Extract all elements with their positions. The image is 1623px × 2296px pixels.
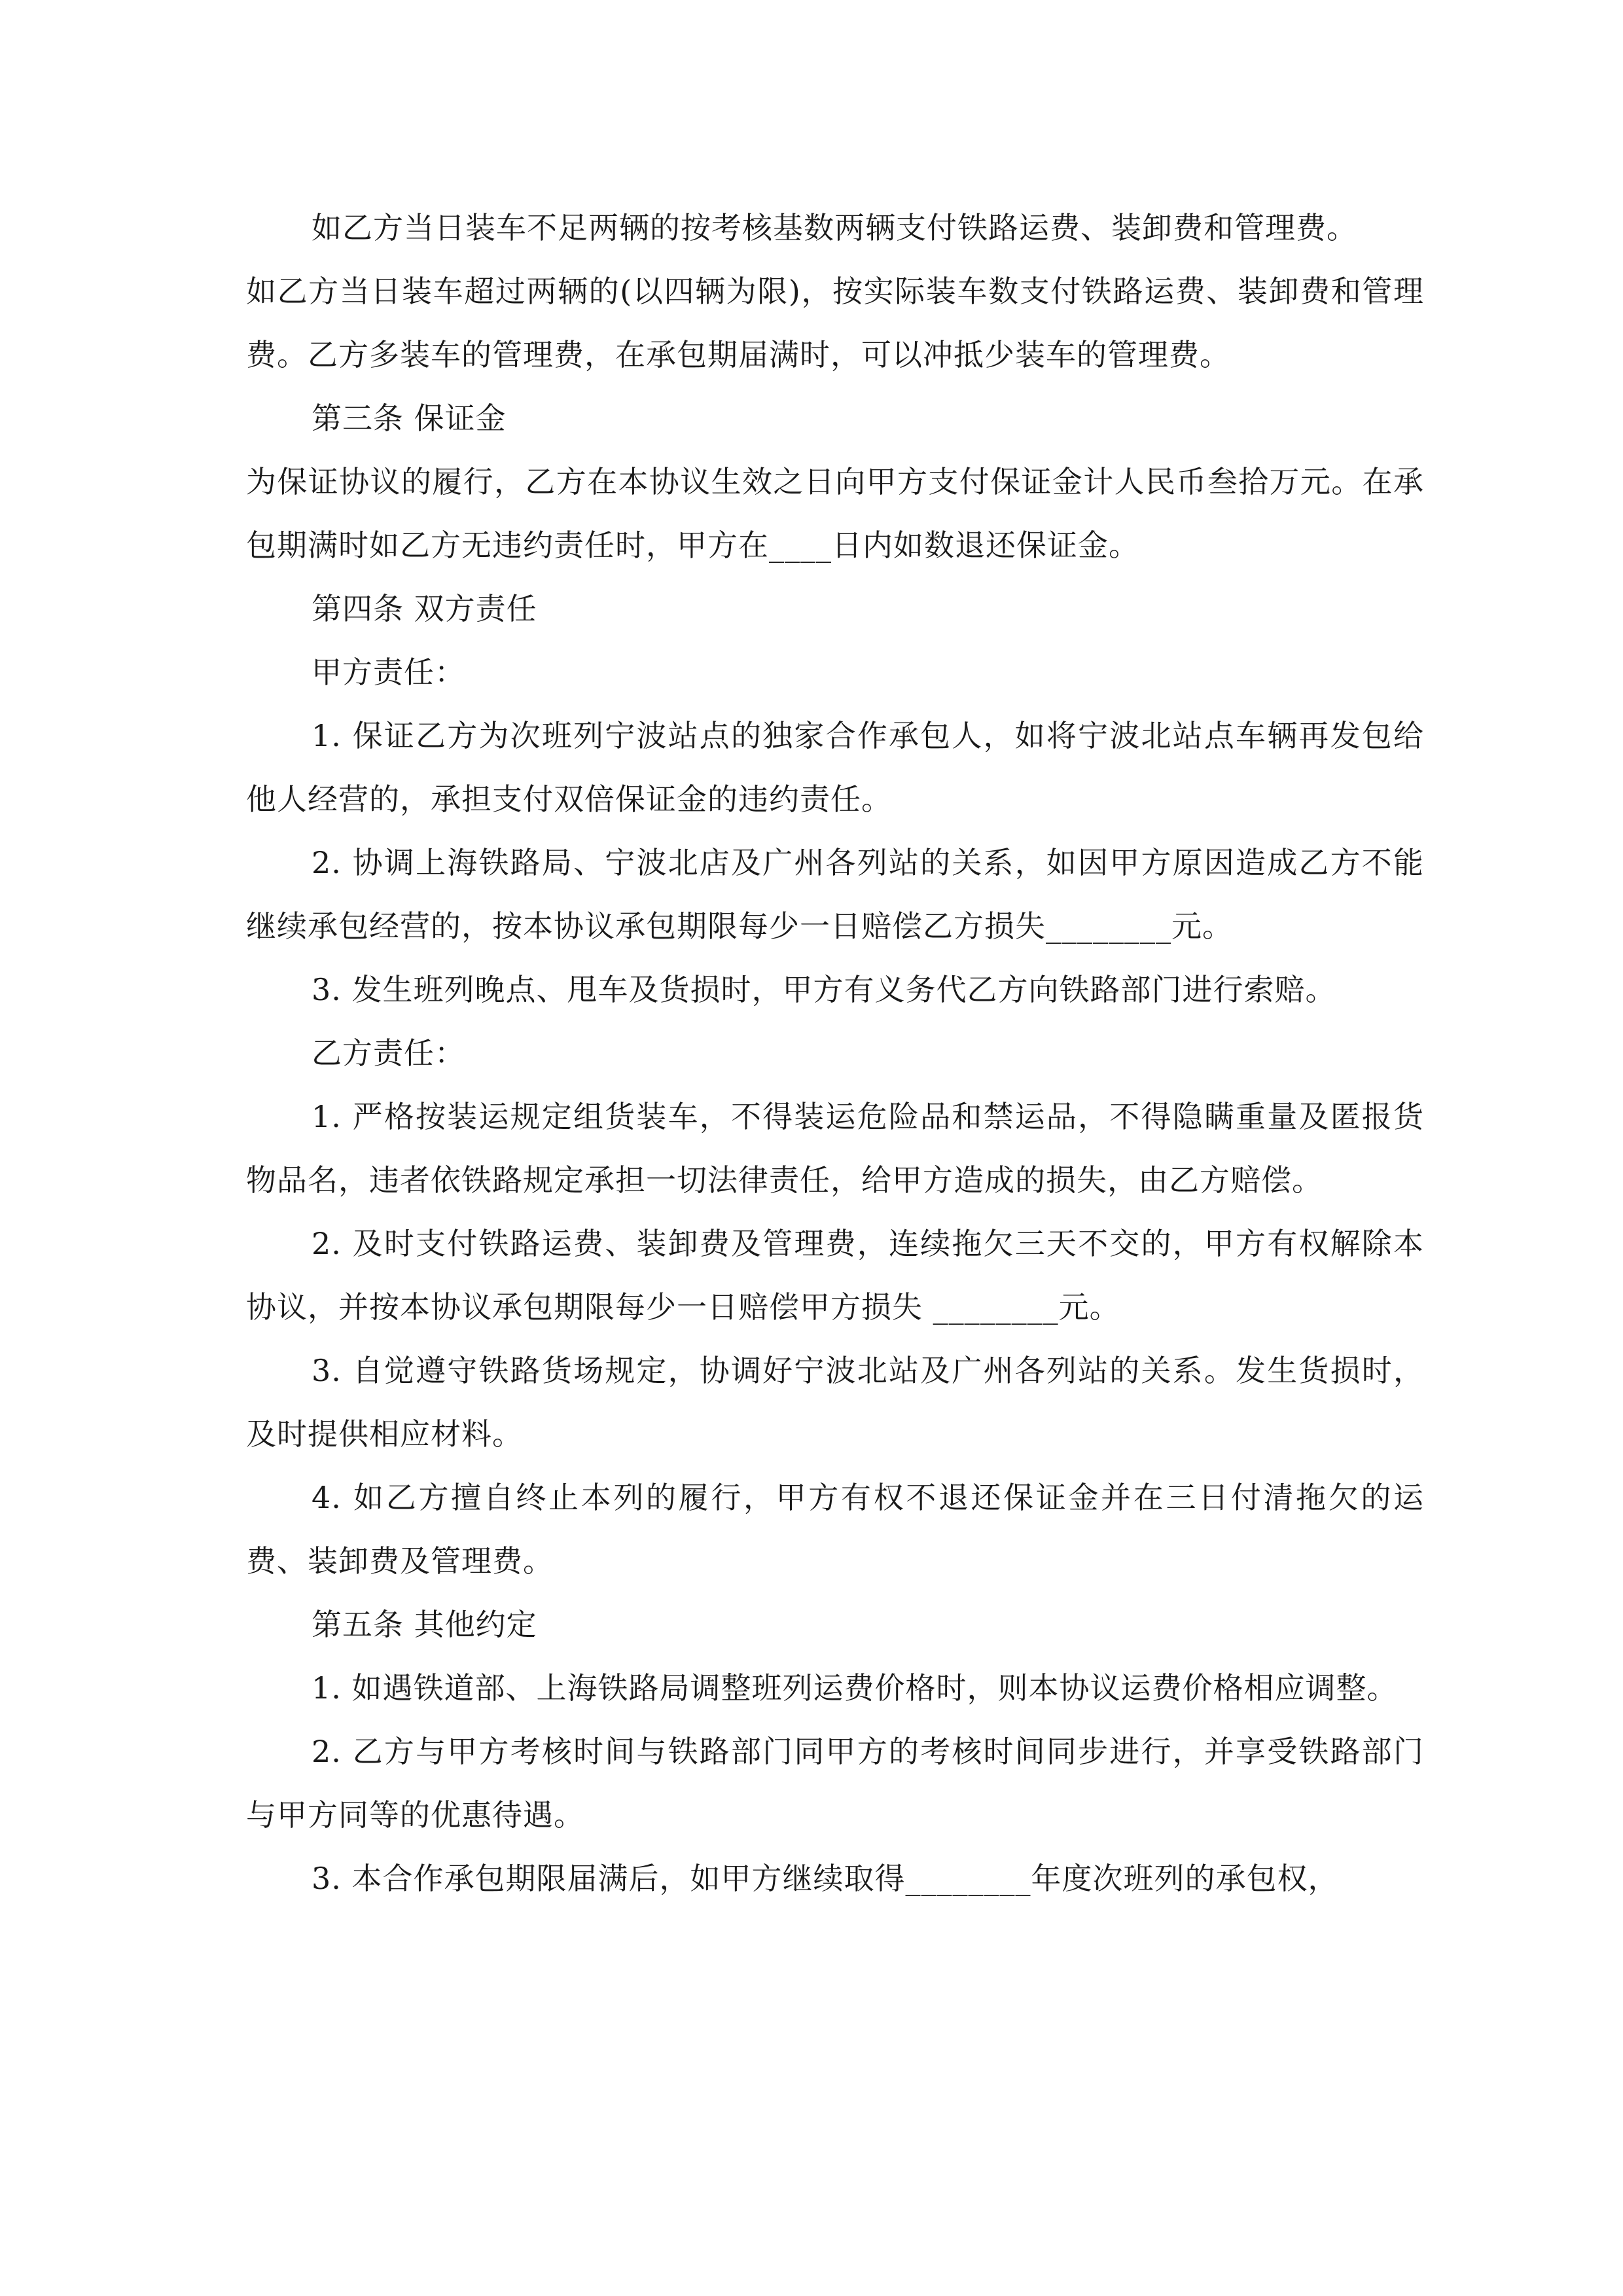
list-item: 3. 本合作承包期限届满后，如甲方继续取得________年度次班列的承包权， bbox=[312, 1861, 1339, 1896]
list-item: 2. 及时支付铁路运费、装卸费及管理费，连续拖欠三天不交的，甲方有权解除本协议，并按本协议承包期限每少一日赔偿甲方损失 ________元。 bbox=[246, 1226, 1424, 1325]
paragraph: 为保证协议的履行，乙方在本协议生效之日向甲方支付保证金计人民币叁拾万元。在承包期满时如乙方无违约责任时，甲方在____日内如数退还保证金。 bbox=[246, 464, 1424, 563]
list-item: 2. 协调上海铁路局、宁波北店及广州各列站的关系，如因甲方原因造成乙方不能继续承包经营的，按本协议承包期限每少一日赔偿乙方损失________元。 bbox=[246, 845, 1424, 944]
subheading: 乙方责任： bbox=[312, 1035, 465, 1071]
list-item: 1. 如遇铁道部、上海铁路局调整班列运费价格时，则本协议运费价格相应调整。 bbox=[312, 1670, 1398, 1706]
paragraph: 如乙方当日装车超过两辆的(以四辆为限)，按实际装车数支付铁路运费、装卸费和管理费。乙方多装车的管理费，在承包期届满时，可以冲抵少装车的管理费。 bbox=[246, 274, 1424, 372]
list-item: 3. 发生班列晚点、甩车及货损时，甲方有义务代乙方向铁路部门进行索赔。 bbox=[312, 972, 1336, 1007]
section-heading: 第四条 双方责任 bbox=[312, 591, 537, 626]
subheading: 甲方责任： bbox=[312, 655, 465, 690]
list-item: 1. 严格按装运规定组货装车，不得装运危险品和禁运品，不得隐瞒重量及匿报货物品名，违者依铁路规定承担一切法律责任，给甲方造成的损失，由乙方赔偿。 bbox=[246, 1099, 1424, 1198]
list-item: 2. 乙方与甲方考核时间与铁路部门同甲方的考核时间同步进行，并享受铁路部门与甲方同等的优惠待遇。 bbox=[246, 1734, 1424, 1833]
section-heading: 第五条 其他约定 bbox=[312, 1607, 537, 1642]
section-heading: 第三条 保证金 bbox=[312, 401, 507, 436]
document-body bbox=[246, 196, 1424, 1910]
list-item: 1. 保证乙方为次班列宁波站点的独家合作承包人，如将宁波北站点车辆再发包给他人经营的，承担支付双倍保证金的违约责任。 bbox=[246, 718, 1424, 817]
paragraph: 如乙方当日装车不足两辆的按考核基数两辆支付铁路运费、装卸费和管理费。 bbox=[312, 210, 1357, 245]
list-item: 4. 如乙方擅自终止本列的履行，甲方有权不退还保证金并在三日付清拖欠的运费、装卸费及管理费。 bbox=[246, 1480, 1424, 1579]
list-item: 3. 自觉遵守铁路货场规定，协调好宁波北站及广州各列站的关系。发生货损时，及时提供相应材料。 bbox=[246, 1353, 1424, 1452]
